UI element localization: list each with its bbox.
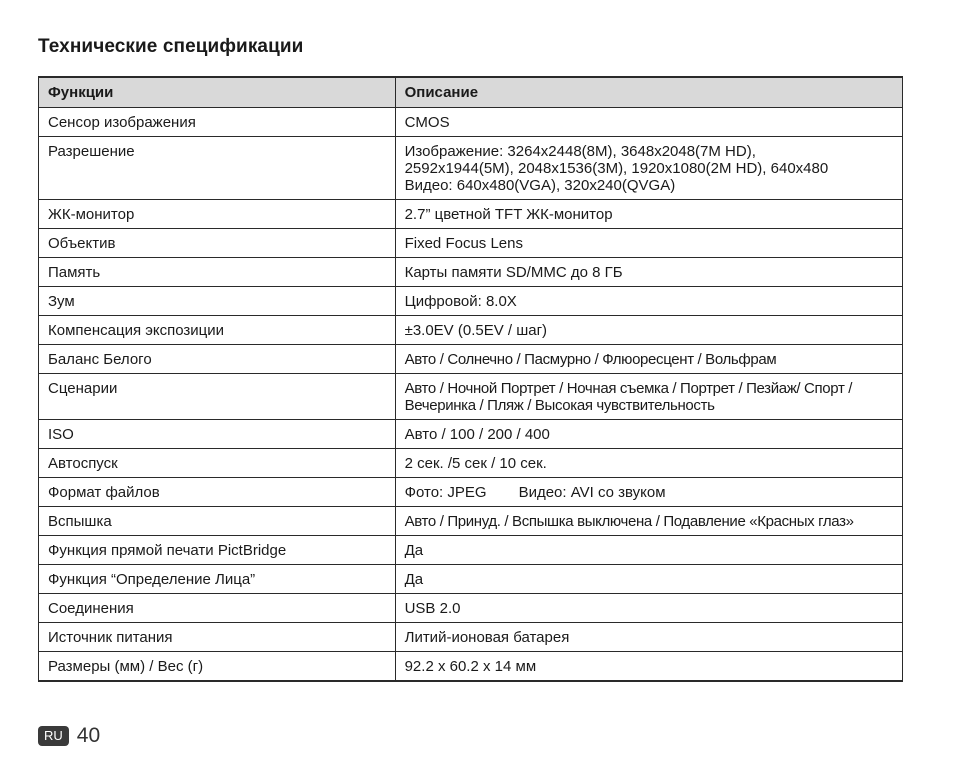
table-row bbox=[39, 108, 903, 137]
row-desc: USB 2.0 bbox=[395, 594, 902, 623]
row-func: Вспышка bbox=[39, 507, 396, 536]
table-row bbox=[39, 652, 903, 682]
row-desc: Литий-ионовая батарея bbox=[395, 623, 902, 652]
table-row bbox=[39, 258, 903, 287]
page-footer bbox=[38, 724, 100, 748]
row-desc: Да bbox=[395, 536, 902, 565]
row-func: Компенсация экспозиции bbox=[39, 316, 396, 345]
row-func: Функция “Определение Лица” bbox=[39, 565, 396, 594]
table-row bbox=[39, 316, 903, 345]
table-row bbox=[39, 478, 903, 507]
row-func: ЖК-монитор bbox=[39, 200, 396, 229]
table-row bbox=[39, 536, 903, 565]
row-func: Сценарии bbox=[39, 374, 396, 420]
row-func: Память bbox=[39, 258, 396, 287]
header-description: Описание bbox=[395, 77, 902, 108]
table-row bbox=[39, 449, 903, 478]
table-row bbox=[39, 507, 903, 536]
row-func: Автоспуск bbox=[39, 449, 396, 478]
row-desc: Цифровой: 8.0X bbox=[395, 287, 902, 316]
row-desc: Карты памяти SD/MMC до 8 ГБ bbox=[395, 258, 902, 287]
file-format-video: Видео: AVI со звуком bbox=[518, 484, 666, 501]
language-badge: RU bbox=[38, 726, 69, 746]
row-func: Разрешение bbox=[39, 137, 396, 200]
table-row bbox=[39, 287, 903, 316]
row-desc: 2.7” цветной TFT ЖК-монитор bbox=[395, 200, 902, 229]
table-row bbox=[39, 565, 903, 594]
table-row bbox=[39, 345, 903, 374]
row-desc: Авто / 100 / 200 / 400 bbox=[395, 420, 902, 449]
row-desc: 92.2 x 60.2 x 14 мм bbox=[395, 652, 902, 682]
row-desc: Изображение: 3264x2448(8M), 3648x2048(7M HD), 2592x1944(5M), 2048x1536(3M), 1920x1080(2M HD), 640x480 Видео: 640x480(VGA), 320x240(QVGA) bbox=[395, 137, 902, 200]
row-desc: CMOS bbox=[395, 108, 902, 137]
row-desc: Авто / Принуд. / Вспышка выключена / Подавление «Красных глаз» bbox=[395, 507, 902, 536]
file-format-photo: Фото: JPEG bbox=[404, 484, 487, 501]
table-row bbox=[39, 374, 903, 420]
page-number: 40 bbox=[76, 724, 101, 747]
row-desc: Авто / Ночной Портрет / Ночная съемка / Портрет / Пезйаж/ Спорт / Вечеринка / Пляж / Высокая чувствительность bbox=[395, 374, 902, 420]
row-func: Объектив bbox=[39, 229, 396, 258]
table-row bbox=[39, 623, 903, 652]
table-row bbox=[39, 200, 903, 229]
row-func: Сенсор изображения bbox=[39, 108, 396, 137]
row-func: Функция прямой печати PictBridge bbox=[39, 536, 396, 565]
row-func: Зум bbox=[39, 287, 396, 316]
spec-table bbox=[38, 76, 903, 682]
row-desc: Авто / Солнечно / Пасмурно / Флюоресцент / Вольфрам bbox=[395, 345, 902, 374]
row-desc-file-format bbox=[395, 478, 902, 507]
row-func: Формат файлов bbox=[39, 478, 396, 507]
row-func: ISO bbox=[39, 420, 396, 449]
table-header-row bbox=[39, 77, 903, 108]
row-func: Соединения bbox=[39, 594, 396, 623]
table-row bbox=[39, 594, 903, 623]
page-title: Технические спецификации bbox=[38, 36, 304, 57]
table-row bbox=[39, 420, 903, 449]
row-func: Размеры (мм) / Вес (г) bbox=[39, 652, 396, 682]
table-row bbox=[39, 229, 903, 258]
row-desc: ±3.0EV (0.5EV / шаг) bbox=[395, 316, 902, 345]
table-row bbox=[39, 137, 903, 200]
row-desc: 2 сек. /5 сек / 10 сек. bbox=[395, 449, 902, 478]
row-desc: Да bbox=[395, 565, 902, 594]
header-functions: Функции bbox=[39, 77, 396, 108]
row-func: Баланс Белого bbox=[39, 345, 396, 374]
row-desc: Fixed Focus Lens bbox=[395, 229, 902, 258]
row-func: Источник питания bbox=[39, 623, 396, 652]
